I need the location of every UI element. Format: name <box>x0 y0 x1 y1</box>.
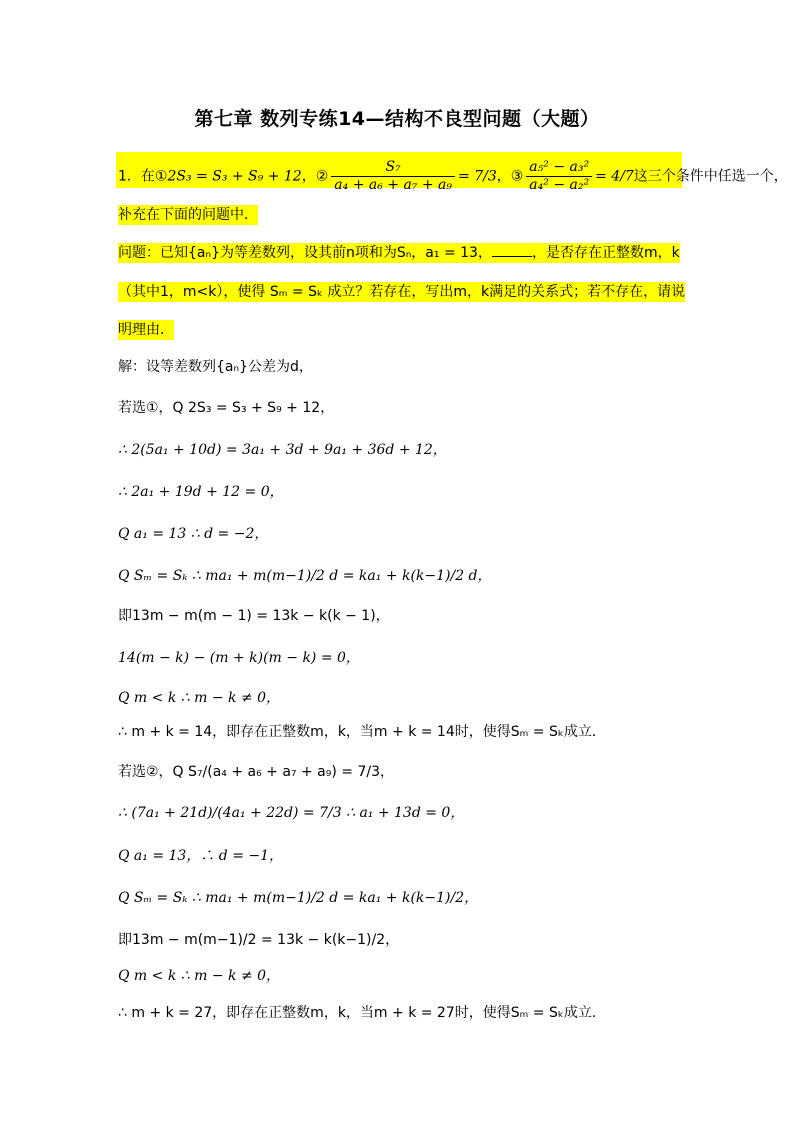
solution-line-14: Q Sₘ = Sₖ ∴ ma₁ + m(m−1)/2 d = ka₁ + k(k−1)/2， <box>118 890 479 906</box>
page-title: 第七章 数列专练14—结构不良型问题（大题） <box>194 108 600 130</box>
solution-line-11: 若选②，Q S₇/(a₄ + a₆ + a₇ + a₉) = 7/3， <box>118 764 394 780</box>
condition-3: $\frac{\text{a₅² − a₃²}}{\text{a₄² − a₂²}}$ <box>526 160 592 193</box>
solution-line-3: ∴ 2(5a₁ + 10d) = 3a₁ + 3d + 9a₁ + 36d + 12， <box>118 442 447 458</box>
condition-2: $\frac{\text{S₇}}{\text{a₄ + a₆ + a₇ + a₉}}$ <box>331 160 455 193</box>
condition-1: 2S₃ = S₃ + S₉ + 12 <box>167 168 302 185</box>
solution-line-2: 若选①，Q 2S₃ = S₃ + S₉ + 12， <box>118 400 335 416</box>
problem-number: 1． <box>118 168 141 185</box>
solution-line-8: 14(m − k) − (m + k)(m − k) = 0， <box>118 650 360 666</box>
question-line-1: 问题：已知{aₙ}为等差数列，设其前n项和为Sₙ，a₁ = 13， ，是否存在正整数m，k <box>118 245 680 261</box>
solution-line-15: 即13m − m(m−1)/2 = 13k − k(k−1)/2， <box>118 932 400 948</box>
solution-line-17: ∴ m + k = 27，即存在正整数m，k，当m + k = 27时，使得Sₘ = Sₖ成立． <box>118 1005 606 1021</box>
question-line-3: 明理由． <box>118 322 174 338</box>
solution-line-9: Q m < k ∴ m − k ≠ 0， <box>118 690 281 706</box>
solution-line-10: ∴ m + k = 14，即存在正整数m，k，当m + k = 14时，使得Sₘ = Sₖ成立． <box>118 724 606 740</box>
solution-line-5: Q a₁ = 13 ∴ d = −2， <box>118 526 269 542</box>
question-line-2: （其中1，m<k），使得 Sₘ = Sₖ 成立？若存在，写出m，k满足的关系式；若不存在，请说 <box>118 284 686 300</box>
problem-line-2: 补充在下面的问题中． <box>118 207 258 223</box>
solution-line-4: ∴ 2a₁ + 19d + 12 = 0， <box>118 484 284 500</box>
solution-line-6: Q Sₘ = Sₖ ∴ ma₁ + m(m−1)/2 d = ka₁ + k(k−1)/2 d， <box>118 568 492 584</box>
solution-line-13: Q a₁ = 13，∴ d = −1， <box>118 848 284 864</box>
answer-blank <box>492 244 532 257</box>
solution-line-12: ∴ (7a₁ + 21d)/(4a₁ + 22d) = 7/3 ∴ a₁ + 13d = 0， <box>118 805 465 821</box>
solution-line-16: Q m < k ∴ m − k ≠ 0， <box>118 968 281 984</box>
problem-line-1: 1．在①2S₃ = S₃ + S₉ + 12，② $\frac{\text{S₇}}{\text{a₄ + a₆ + a₇ + a₉}}$ = 7/3，③ $\frac{\text{a₅² − a₃²}}{\text{a₄² − a₂²}}$ = 4/7这三个条件中任选一个， <box>118 159 788 193</box>
solution-line-1: 解：设等差数列{aₙ}公差为d， <box>118 359 313 375</box>
solution-line-7: 即13m − m(m − 1) = 13k − k(k − 1)， <box>118 608 390 624</box>
